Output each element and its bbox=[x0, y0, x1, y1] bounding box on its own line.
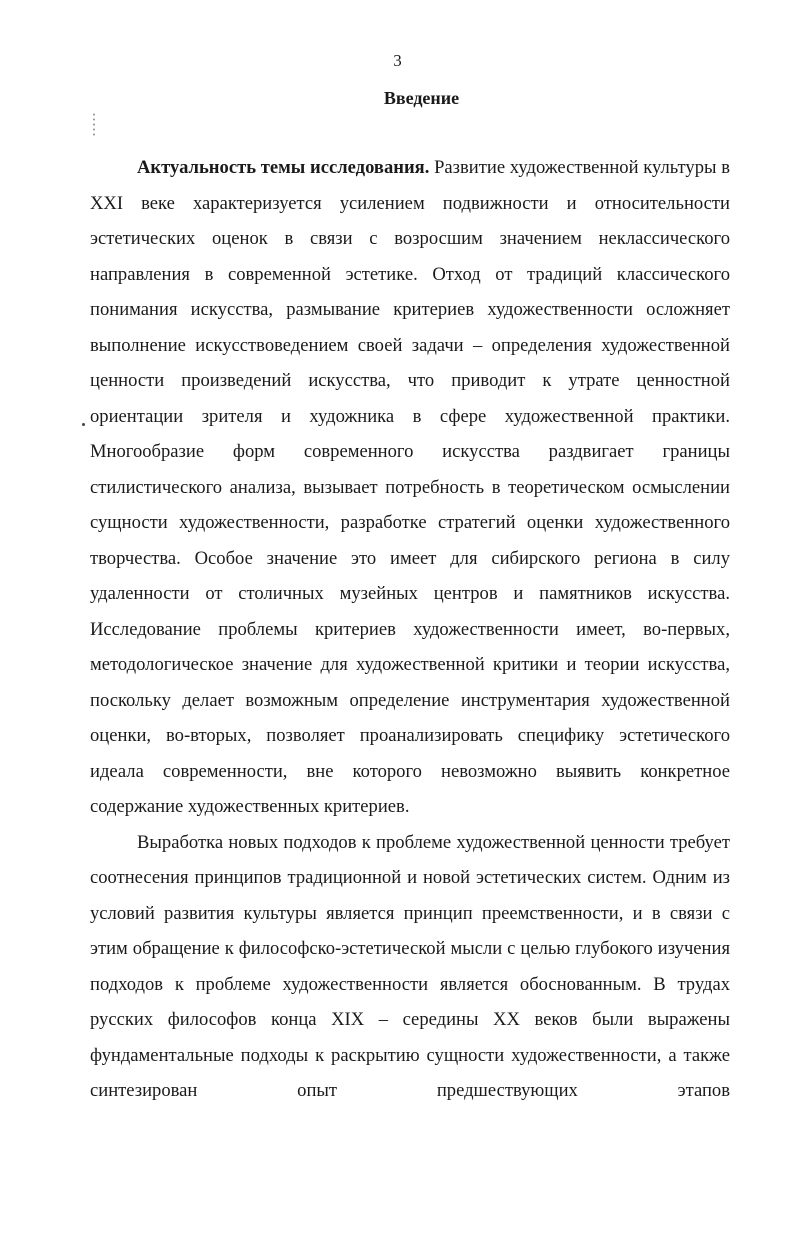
section-title: Введение bbox=[383, 88, 460, 108]
body-text bbox=[90, 150, 730, 1109]
paragraph-relevance bbox=[90, 150, 730, 825]
page-number: 3 bbox=[393, 51, 402, 70]
paragraph-approaches: Выработка новых подходов к проблеме художественной ценности требует соотнесения принципов традиционной и новой эстетических систем. Одним из условий развития культуры является принцип преемственности, и в связи с этим обращение к философско-эстетической мысли с целью глубокого изучения подходов к проблеме художественности является обоснованным. В трудах русских философов конца XIX – середины XX веков были выражены фундаментальные подходы к раскрытию сущности художественности, а также синтезирован опыт предшествующих этапов bbox=[90, 831, 730, 1101]
scan-artifact-dots bbox=[92, 112, 96, 136]
scan-artifact-speck bbox=[82, 423, 85, 426]
paragraph-text: Развитие художественной культуры в XXI веке характеризуется усилением подвижности и относительности эстетических оценок в связи с возросшим значением неклассического направления в современной эстетике. Отход от традиций классического понимания искусства, размывание критериев художественности осложняет выполнение искусствоведением своей задачи – определения художественной ценности произведений искусства, что приводит к утрате ценностной ориентации зрителя и художника в сфере художественной практики. Многообразие форм современного искусства раздвигает границы стилистического анализа, вызывает потребность в теоретическом осмыслении сущности художественности, разработке стратегий оценки художественного творчества. Особое значение это имеет для сибирского региона в силу удаленности от столичных музейных центров и памятников искусства. Исследование проблемы критериев художественности имеет, во-первых, методологическое значение для художественной критики и теории искусства, поскольку делает возможным определение инструментария художественной оценки, во-вторых, позволяет проанализировать специфику эстетического идеала современности, вне которого невозможно выявить конкретное содержание художественных критериев. bbox=[90, 157, 730, 817]
paragraph-lead: Актуальность темы исследования. bbox=[137, 157, 430, 178]
